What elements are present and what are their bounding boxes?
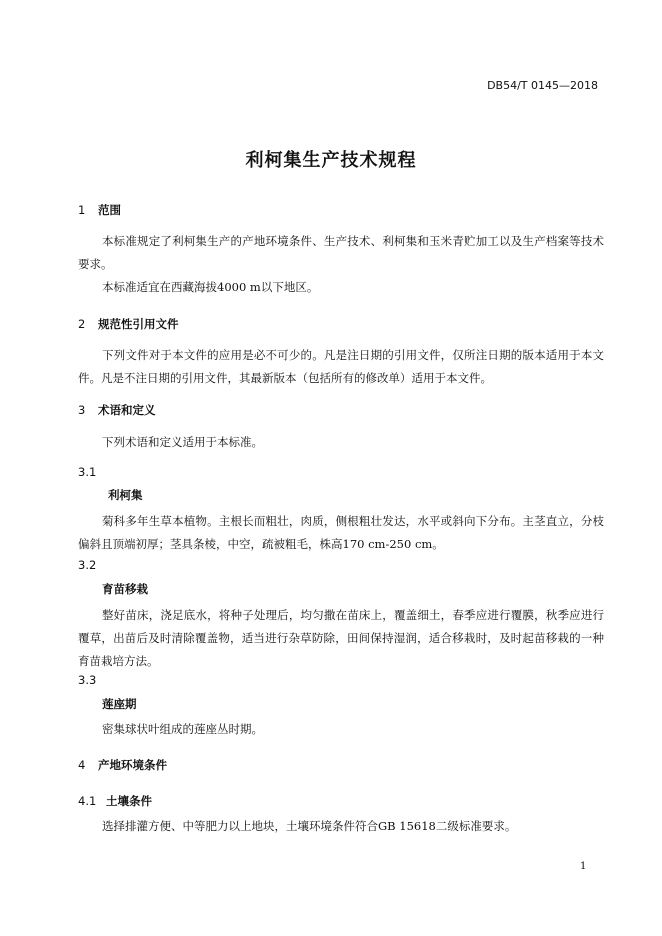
section-title: 术语和定义 <box>98 403 156 417</box>
scope-altitude-paragraph: 本标准适宜在西藏海拔4000 m以下地区。 <box>102 280 319 294</box>
term-number: 3.1 <box>78 465 97 479</box>
soil-conditions-paragraph: 选择排灌方便、中等肥力以上地块，土壤环境条件符合GB 15618二级标准要求。 <box>102 819 517 833</box>
document-code: DB54/T 0145—2018 <box>487 79 598 92</box>
term-name: 莲座期 <box>102 697 137 711</box>
section-number: 1 <box>78 203 86 217</box>
term-definition: 密集球状叶组成的莲座丛时期。 <box>102 722 263 736</box>
normative-references-paragraph: 下列文件对于本文件的应用是必不可少的。凡是注日期的引用文件，仅所注日期的版本适用于本文件。凡是不注日期的引用文件，其最新版本（包括所有的修改单）适用于本文件。 <box>78 348 604 385</box>
section-number: 4.1 <box>78 794 97 808</box>
section-number: 2 <box>78 317 86 331</box>
document-title: 利柯集生产技术规程 <box>245 150 417 171</box>
term-name: 育苗移栽 <box>102 582 148 596</box>
term-definition: 整好苗床，浇足底水，将种子处理后，均匀撒在苗床上，覆盖细土，春季应进行覆膜，秋季应进行覆草，出苗后及时清除覆盖物，适当进行杂草防除，田间保持湿润，适合移栽时，及时起苗移栽的一种育苗栽培方法。 <box>78 608 604 668</box>
section-4-heading <box>78 757 167 773</box>
term-name: 利柯集 <box>108 488 143 502</box>
section-number: 4 <box>78 758 86 772</box>
term-number: 3.3 <box>78 673 97 687</box>
page-number: 1 <box>580 861 587 872</box>
section-title: 范围 <box>98 203 121 217</box>
section-title: 规范性引用文件 <box>98 317 179 331</box>
term-definition: 菊科多年生草本植物。主根长而粗壮，肉质，侧根粗壮发达，水平或斜向下分布。主茎直立，分枝偏斜且顶端初厚；茎具条棱，中空，疏被粗毛，株高170 cm-250 cm。 <box>78 514 604 551</box>
section-title: 产地环境条件 <box>98 758 167 772</box>
term-number: 3.2 <box>78 558 97 572</box>
section-number: 3 <box>78 403 86 417</box>
section-2-heading <box>78 316 179 332</box>
terms-intro-paragraph: 下列术语和定义适用于本标准。 <box>102 435 263 449</box>
scope-paragraph: 本标准规定了利柯集生产的产地环境条件、生产技术、利柯集和玉米青贮加工以及生产档案等技术要求。 <box>78 234 604 271</box>
section-1-heading <box>78 202 121 218</box>
section-3-heading <box>78 402 156 418</box>
section-4-1-heading <box>78 793 152 809</box>
section-title: 土壤条件 <box>106 794 152 808</box>
